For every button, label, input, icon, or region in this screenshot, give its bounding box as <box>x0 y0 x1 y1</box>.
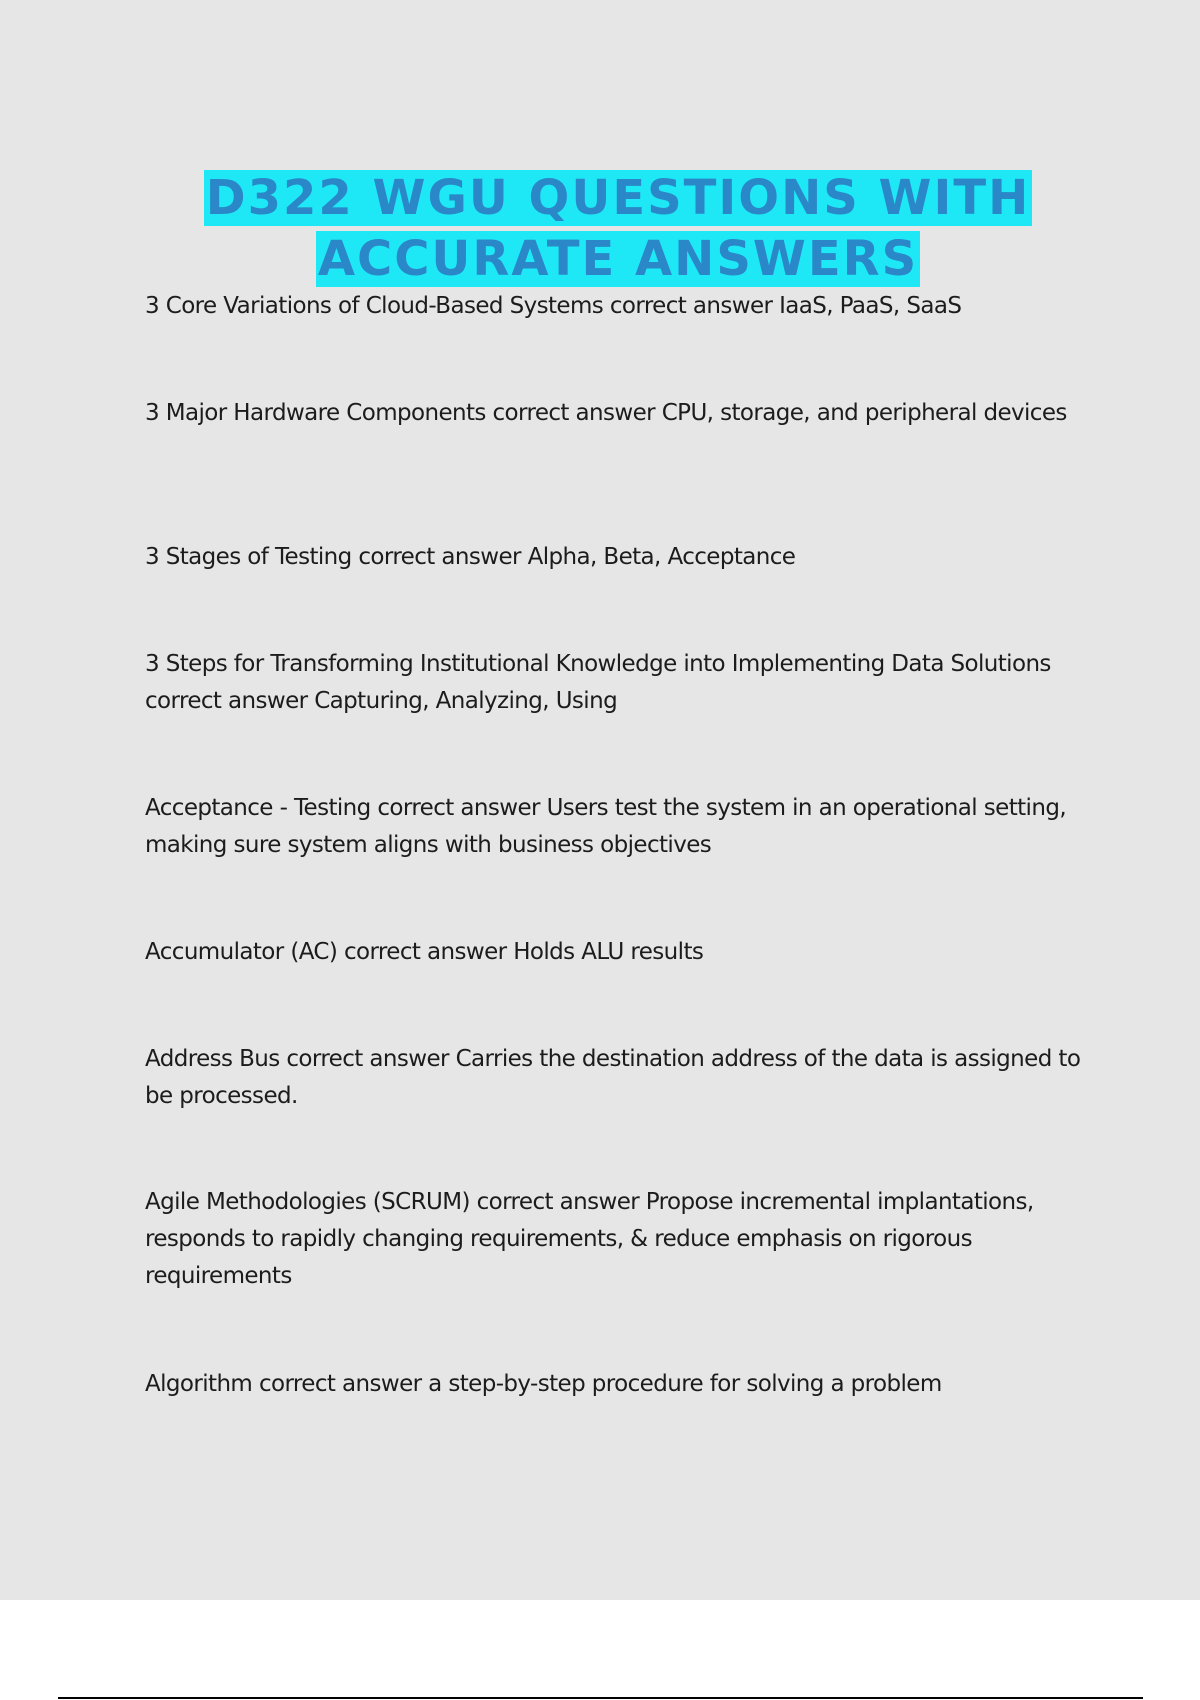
title-line-2: ACCURATE ANSWERS <box>317 231 919 287</box>
qa-item: Algorithm correct answer a step-by-step procedure for solving a problem <box>145 1371 942 1397</box>
qa-item: Address Bus correct answer Carries the destination address of the data is assigned to be processed. <box>145 1046 1081 1109</box>
qa-item: Acceptance - Testing correct answer Users test the system in an operational setting, making sure system aligns with business objectives <box>145 795 1067 858</box>
qa-item: 3 Stages of Testing correct answer Alpha, Beta, Acceptance <box>145 544 796 570</box>
qa-item: 3 Major Hardware Components correct answer CPU, storage, and peripheral devices <box>145 400 1067 426</box>
document-title <box>0 168 1200 290</box>
footer-rule <box>58 1697 1143 1699</box>
qa-item: 3 Core Variations of Cloud-Based Systems correct answer IaaS, PaaS, SaaS <box>145 293 962 319</box>
qa-item: Agile Methodologies (SCRUM) correct answer Propose incremental implantations, responds to rapidly changing requirements, & reduce emphasis on rigorous requirements <box>145 1189 1034 1289</box>
title-line-1: D322 WGU QUESTIONS WITH <box>205 170 1031 226</box>
qa-item: 3 Steps for Transforming Institutional Knowledge into Implementing Data Solutions correct answer Capturing, Analyzing, Using <box>145 651 1051 714</box>
qa-item: Accumulator (AC) correct answer Holds ALU results <box>145 939 704 965</box>
